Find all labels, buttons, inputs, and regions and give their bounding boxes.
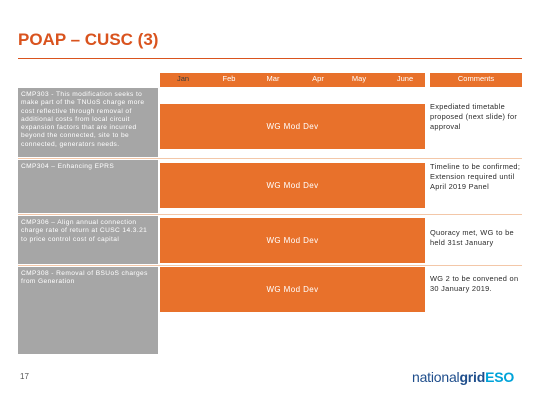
page-number: 17 bbox=[20, 372, 29, 381]
bar-cmp306: WG Mod Dev bbox=[160, 218, 425, 263]
row-divider bbox=[18, 214, 522, 215]
row-label-cmp303: CMP303 - This modification seeks to make part of the TNUoS charge more cost reflective through removal of additional costs from local circuit expansion factors that are incurred beyond the connected, site to be connected, generators needs. bbox=[18, 88, 158, 157]
month-header-may: May bbox=[351, 74, 367, 83]
comment-cmp304: Timeline to be confirmed; Extension required until April 2019 Panel bbox=[430, 162, 521, 191]
row-divider bbox=[18, 265, 522, 266]
month-header-mar: Mar bbox=[266, 74, 280, 83]
logo-text-grid: grid bbox=[459, 369, 486, 385]
row-divider bbox=[18, 158, 522, 159]
comment-cmp306: Quoracy met, WG to be held 31st January bbox=[430, 228, 514, 247]
bar-cmp308: WG Mod Dev bbox=[160, 267, 425, 312]
row-label-cmp304: CMP304 – Enhancing EPRS bbox=[18, 160, 158, 213]
logo-text-national: national bbox=[412, 369, 460, 385]
month-header-band bbox=[160, 73, 425, 87]
bar-cmp304: WG Mod Dev bbox=[160, 163, 425, 208]
logo-text-eso: ESO bbox=[485, 369, 515, 385]
comments-header: Comments bbox=[457, 74, 495, 83]
comment-cmp308: WG 2 to be convened on 30 January 2019. bbox=[430, 274, 519, 293]
title-rule bbox=[18, 58, 522, 59]
row-label-cmp308: CMP308 - Removal of BSUoS charges from Generation bbox=[18, 267, 158, 354]
slide-title: POAP – CUSC (3) bbox=[18, 30, 159, 49]
month-header-apr: Apr bbox=[312, 74, 324, 83]
bar-cmp303: WG Mod Dev bbox=[160, 104, 425, 149]
row-label-cmp306: CMP306 – Align annual connection charge rate of return at CUSC 14.3.21 to price control cost of capital bbox=[18, 216, 158, 264]
comment-cmp303: Expediated timetable proposed (next slide) for approval bbox=[430, 102, 518, 131]
month-header-june: June bbox=[396, 74, 414, 83]
national-grid-eso-logo bbox=[412, 369, 514, 385]
month-header-feb: Feb bbox=[222, 74, 236, 83]
month-header-jan: Jan bbox=[176, 74, 190, 83]
